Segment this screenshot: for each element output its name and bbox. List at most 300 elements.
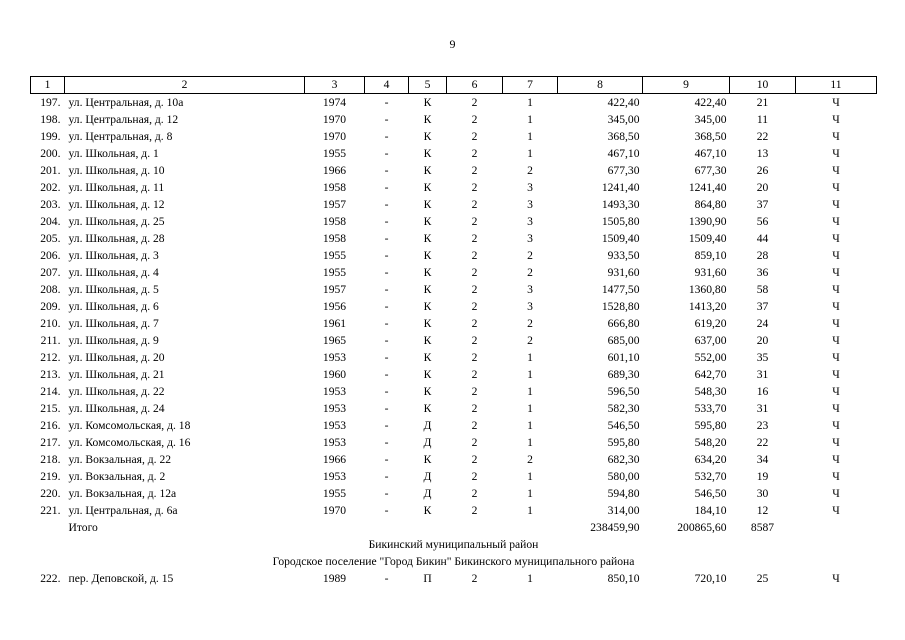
total-area-cell: 595,80	[607, 436, 640, 449]
col4-cell: -	[384, 130, 389, 143]
floors-cell: 2	[471, 113, 478, 126]
row-number-cell: 215.	[40, 402, 61, 415]
header-cell: 3	[305, 77, 365, 94]
table-row	[31, 264, 877, 281]
status-cell: Ч	[832, 504, 840, 517]
entrances-cell: 1	[527, 487, 533, 500]
year-cell: 1989	[322, 572, 347, 585]
year-cell: 1970	[322, 504, 347, 517]
status-cell: Ч	[832, 368, 840, 381]
entrances-cell: 1	[527, 402, 533, 415]
total-area-cell: 345,00	[607, 113, 640, 126]
entrances-cell: 1	[527, 504, 533, 517]
total-area-cell: 666,80	[607, 317, 640, 330]
residents-sum: 8587	[750, 521, 775, 534]
status-cell: Ч	[832, 232, 840, 245]
status-cell: Ч	[832, 300, 840, 313]
row-number-cell: 221.	[40, 504, 61, 517]
row-number-cell: 205.	[40, 232, 61, 245]
address-cell: ул. Центральная, д. 10а	[68, 96, 184, 109]
row-number-cell: 199.	[40, 130, 61, 143]
table-row	[31, 179, 877, 196]
year-cell: 1953	[322, 470, 347, 483]
floors-cell: 2	[471, 453, 478, 466]
table-row	[31, 162, 877, 179]
empty-cell	[409, 519, 447, 536]
wall-material-cell: К	[423, 249, 432, 262]
col4-cell: -	[384, 487, 389, 500]
wall-material-cell: К	[423, 130, 432, 143]
wall-material-cell: К	[423, 147, 432, 160]
header-cell: 4	[365, 77, 409, 94]
wall-material-cell: К	[423, 368, 432, 381]
residents-cell: 16	[756, 385, 769, 398]
entrances-cell: 1	[527, 368, 533, 381]
wall-material-cell: К	[423, 300, 432, 313]
year-cell: 1953	[322, 385, 347, 398]
row-number-cell: 207.	[40, 266, 61, 279]
total-area-cell: 1477,50	[601, 283, 640, 296]
year-cell: 1955	[322, 249, 347, 262]
entrances-cell: 3	[527, 283, 533, 296]
floors-cell: 2	[471, 402, 478, 415]
living-area-sum: 200865,60	[677, 521, 727, 534]
status-cell: Ч	[832, 436, 840, 449]
living-area-cell: 546,50	[694, 487, 727, 500]
table-row	[31, 400, 877, 417]
residents-cell: 19	[756, 470, 769, 483]
status-cell: Ч	[832, 470, 840, 483]
entrances-cell: 2	[527, 249, 533, 262]
residents-cell: 11	[756, 113, 769, 126]
address-cell: ул. Центральная, д. 12	[68, 113, 179, 126]
wall-material-cell: К	[423, 266, 432, 279]
address-cell: ул. Школьная, д. 25	[68, 215, 165, 228]
wall-material-cell: К	[423, 232, 432, 245]
living-area-cell: 619,20	[694, 317, 727, 330]
residents-cell: 58	[756, 283, 769, 296]
status-cell: Ч	[832, 147, 840, 160]
address-cell: ул. Школьная, д. 11	[68, 181, 165, 194]
row-number-cell: 213.	[40, 368, 61, 381]
header-cell: 5	[409, 77, 447, 94]
table-row	[31, 196, 877, 213]
status-cell: Ч	[832, 266, 840, 279]
entrances-cell: 3	[527, 300, 533, 313]
total-area-cell: 1241,40	[601, 181, 640, 194]
entrances-cell: 1	[527, 147, 533, 160]
living-area-cell: 637,00	[694, 334, 727, 347]
entrances-cell: 2	[527, 453, 533, 466]
address-cell: ул. Школьная, д. 10	[68, 164, 165, 177]
residents-cell: 36	[756, 266, 769, 279]
wall-material-cell: К	[423, 334, 432, 347]
year-cell: 1961	[322, 317, 347, 330]
wall-material-cell: К	[423, 317, 432, 330]
empty-cell	[447, 519, 503, 536]
address-cell: ул. Школьная, д. 6	[68, 300, 159, 313]
residents-cell: 20	[756, 181, 769, 194]
wall-material-cell: К	[423, 198, 432, 211]
living-area-cell: 595,80	[694, 419, 727, 432]
residents-cell: 26	[756, 164, 769, 177]
living-area-cell: 720,10	[694, 572, 727, 585]
page-number: 9	[449, 37, 456, 51]
table-row	[31, 94, 877, 112]
header-cell: 10	[730, 77, 796, 94]
living-area-cell: 1360,80	[688, 283, 727, 296]
year-cell: 1953	[322, 419, 347, 432]
row-number-cell: 203.	[40, 198, 61, 211]
col4-cell: -	[384, 96, 389, 109]
col4-cell: -	[384, 147, 389, 160]
living-area-cell: 368,50	[694, 130, 727, 143]
settlement-caption-row	[31, 553, 877, 570]
row-number-cell: 210.	[40, 317, 61, 330]
floors-cell: 2	[471, 232, 478, 245]
living-area-cell: 467,10	[694, 147, 727, 160]
table-row	[31, 502, 877, 519]
year-cell: 1953	[322, 436, 347, 449]
total-area-cell: 933,50	[607, 249, 640, 262]
address-cell: ул. Школьная, д. 21	[68, 368, 165, 381]
total-area-cell: 1528,80	[601, 300, 640, 313]
floors-cell: 2	[471, 96, 478, 109]
empty-cell	[305, 519, 365, 536]
living-area-cell: 864,80	[694, 198, 727, 211]
total-area-cell: 582,30	[607, 402, 640, 415]
total-area-cell: 931,60	[607, 266, 640, 279]
year-cell: 1970	[322, 130, 347, 143]
residents-cell: 20	[756, 334, 769, 347]
row-number-cell: 222.	[40, 572, 61, 585]
empty-cell	[503, 519, 558, 536]
wall-material-cell: К	[423, 96, 432, 109]
residents-cell: 44	[756, 232, 769, 245]
entrances-cell: 3	[527, 181, 533, 194]
row-number-cell: 214.	[40, 385, 61, 398]
address-cell: ул. Комсомольская, д. 18	[68, 419, 191, 432]
year-cell: 1960	[322, 368, 347, 381]
col4-cell: -	[384, 164, 389, 177]
address-cell: ул. Школьная, д. 3	[68, 249, 159, 262]
living-area-cell: 345,00	[694, 113, 727, 126]
year-cell: 1958	[322, 181, 347, 194]
table-row	[31, 247, 877, 264]
status-cell: Ч	[832, 215, 840, 228]
living-area-cell: 552,00	[694, 351, 727, 364]
total-area-cell: 689,30	[607, 368, 640, 381]
row-number-cell: 217.	[40, 436, 61, 449]
table-header-row	[31, 77, 877, 94]
status-cell: Ч	[832, 181, 840, 194]
address-cell: ул. Комсомольская, д. 16	[68, 436, 191, 449]
address-cell: пер. Деповской, д. 15	[68, 572, 174, 585]
floors-cell: 2	[471, 147, 478, 160]
entrances-cell: 1	[527, 351, 533, 364]
entrances-cell: 1	[527, 130, 533, 143]
address-cell: ул. Вокзальная, д. 2	[68, 470, 166, 483]
year-cell: 1966	[322, 453, 347, 466]
col4-cell: -	[384, 368, 389, 381]
living-area-cell: 548,30	[694, 385, 727, 398]
residents-cell: 30	[756, 487, 769, 500]
header-cell: 7	[503, 77, 558, 94]
living-area-cell: 931,60	[694, 266, 727, 279]
table-row	[31, 383, 877, 400]
district-caption-row	[31, 536, 877, 553]
entrances-cell: 1	[527, 572, 533, 585]
entrances-cell: 2	[527, 334, 533, 347]
wall-material-cell: К	[423, 164, 432, 177]
wall-material-cell: К	[423, 113, 432, 126]
address-cell: ул. Школьная, д. 20	[68, 351, 165, 364]
table-row	[31, 468, 877, 485]
floors-cell: 2	[471, 572, 478, 585]
header-cell: 11	[796, 77, 877, 94]
table-row	[31, 145, 877, 162]
living-area-cell: 1413,20	[688, 300, 727, 313]
year-cell: 1965	[322, 334, 347, 347]
address-cell: ул. Центральная, д. 6а	[68, 504, 178, 517]
total-area-sum: 238459,90	[590, 521, 640, 534]
total-row	[31, 519, 877, 536]
col4-cell: -	[384, 419, 389, 432]
row-number-cell: 218.	[40, 453, 61, 466]
entrances-cell: 2	[527, 164, 533, 177]
total-area-cell: 601,10	[607, 351, 640, 364]
col4-cell: -	[384, 572, 389, 585]
living-area-cell: 1390,90	[688, 215, 727, 228]
row-number-cell: 206.	[40, 249, 61, 262]
wall-material-cell: К	[423, 453, 432, 466]
year-cell: 1955	[322, 147, 347, 160]
total-area-cell: 580,00	[607, 470, 640, 483]
table-row	[31, 298, 877, 315]
year-cell: 1966	[322, 164, 347, 177]
total-area-cell: 314,00	[607, 504, 640, 517]
total-area-cell: 596,50	[607, 385, 640, 398]
total-area-cell: 467,10	[607, 147, 640, 160]
residents-cell: 25	[756, 572, 769, 585]
address-cell: ул. Школьная, д. 1	[68, 147, 159, 160]
table-row	[31, 349, 877, 366]
col4-cell: -	[384, 453, 389, 466]
floors-cell: 2	[471, 266, 478, 279]
row-number-cell: 200.	[40, 147, 61, 160]
status-cell: Ч	[832, 317, 840, 330]
living-area-cell: 548,20	[694, 436, 727, 449]
year-cell: 1956	[322, 300, 347, 313]
status-cell: Ч	[832, 164, 840, 177]
floors-cell: 2	[471, 215, 478, 228]
table-row	[31, 111, 877, 128]
residents-cell: 34	[756, 453, 769, 466]
row-number-cell: 208.	[40, 283, 61, 296]
residents-cell: 13	[756, 147, 769, 160]
table-row	[31, 417, 877, 434]
status-cell: Ч	[832, 487, 840, 500]
table-row	[31, 128, 877, 145]
col4-cell: -	[384, 249, 389, 262]
header-cell: 6	[447, 77, 503, 94]
col4-cell: -	[384, 266, 389, 279]
floors-cell: 2	[471, 300, 478, 313]
total-area-cell: 850,10	[607, 572, 640, 585]
total-area-cell: 546,50	[607, 419, 640, 432]
row-number-cell: 212.	[40, 351, 61, 364]
col4-cell: -	[384, 300, 389, 313]
residents-cell: 23	[756, 419, 769, 432]
col4-cell: -	[384, 402, 389, 415]
address-cell: ул. Школьная, д. 12	[68, 198, 165, 211]
residents-cell: 28	[756, 249, 769, 262]
floors-cell: 2	[471, 317, 478, 330]
header-cell: 8	[558, 77, 643, 94]
entrances-cell: 1	[527, 96, 533, 109]
living-area-cell: 532,70	[694, 470, 727, 483]
year-cell: 1970	[322, 113, 347, 126]
floors-cell: 2	[471, 181, 478, 194]
living-area-cell: 1241,40	[688, 181, 727, 194]
empty-cell	[796, 519, 877, 536]
total-area-cell: 682,30	[607, 453, 640, 466]
address-cell: ул. Школьная, д. 9	[68, 334, 159, 347]
status-cell: Ч	[832, 402, 840, 415]
col4-cell: -	[384, 334, 389, 347]
address-cell: ул. Школьная, д. 7	[68, 317, 159, 330]
status-cell: Ч	[832, 130, 840, 143]
year-cell: 1955	[322, 266, 347, 279]
address-cell: ул. Школьная, д. 5	[68, 283, 159, 296]
year-cell: 1958	[322, 215, 347, 228]
total-area-cell: 1505,80	[601, 215, 640, 228]
entrances-cell: 1	[527, 436, 533, 449]
floors-cell: 2	[471, 283, 478, 296]
living-area-cell: 859,10	[694, 249, 727, 262]
address-cell: ул. Школьная, д. 24	[68, 402, 165, 415]
address-cell: ул. Вокзальная, д. 12а	[68, 487, 177, 500]
table-row	[31, 485, 877, 502]
row-number-cell: 202.	[40, 181, 61, 194]
floors-cell: 2	[471, 130, 478, 143]
wall-material-cell: К	[423, 402, 432, 415]
floors-cell: 2	[471, 504, 478, 517]
wall-material-cell: К	[423, 351, 432, 364]
col4-cell: -	[384, 232, 389, 245]
status-cell: Ч	[832, 419, 840, 432]
wall-material-cell: П	[423, 572, 432, 585]
total-area-cell: 1509,40	[601, 232, 640, 245]
status-cell: Ч	[832, 113, 840, 126]
entrances-cell: 3	[527, 232, 533, 245]
address-cell: ул. Школьная, д. 4	[68, 266, 159, 279]
living-area-cell: 677,30	[694, 164, 727, 177]
year-cell: 1957	[322, 283, 347, 296]
total-area-cell: 1493,30	[601, 198, 640, 211]
col4-cell: -	[384, 181, 389, 194]
row-number-cell: 211.	[40, 334, 61, 347]
residents-cell: 12	[756, 504, 769, 517]
header-cell: 1	[31, 77, 65, 94]
floors-cell: 2	[471, 249, 478, 262]
table-row	[31, 315, 877, 332]
address-cell: ул. Центральная, д. 8	[68, 130, 173, 143]
living-area-cell: 642,70	[694, 368, 727, 381]
floors-cell: 2	[471, 487, 478, 500]
residents-cell: 31	[756, 368, 769, 381]
row-number-cell: 216.	[40, 419, 61, 432]
residents-cell: 24	[756, 317, 769, 330]
entrances-cell: 3	[527, 215, 533, 228]
col4-cell: -	[384, 198, 389, 211]
total-label: Итого	[68, 521, 98, 534]
entrances-cell: 1	[527, 419, 533, 432]
year-cell: 1955	[322, 487, 347, 500]
entrances-cell: 1	[527, 385, 533, 398]
total-area-cell: 677,30	[607, 164, 640, 177]
floors-cell: 2	[471, 351, 478, 364]
table-row	[31, 281, 877, 298]
residents-cell: 35	[756, 351, 769, 364]
empty-cell	[31, 519, 65, 536]
address-cell: ул. Школьная, д. 28	[68, 232, 165, 245]
year-cell: 1957	[322, 198, 347, 211]
status-cell: Ч	[832, 198, 840, 211]
settlement-caption: Городское поселение "Город Бикин" Бикинского муниципального района	[272, 555, 635, 568]
table-row	[31, 366, 877, 383]
floors-cell: 2	[471, 368, 478, 381]
table-row	[31, 434, 877, 451]
wall-material-cell: Д	[423, 470, 432, 483]
year-cell: 1953	[322, 351, 347, 364]
entrances-cell: 3	[527, 198, 533, 211]
col4-cell: -	[384, 470, 389, 483]
residents-cell: 22	[756, 436, 769, 449]
status-cell: Ч	[832, 334, 840, 347]
wall-material-cell: К	[423, 385, 432, 398]
row-number-cell: 197.	[40, 96, 61, 109]
row-number-cell: 204.	[40, 215, 61, 228]
housing-table	[30, 76, 877, 587]
entrances-cell: 2	[527, 266, 533, 279]
wall-material-cell: К	[423, 504, 432, 517]
total-area-cell: 422,40	[607, 96, 640, 109]
row-number-cell: 209.	[40, 300, 61, 313]
address-cell: ул. Вокзальная, д. 22	[68, 453, 172, 466]
status-cell: Ч	[832, 96, 840, 109]
wall-material-cell: Д	[423, 487, 432, 500]
residents-cell: 31	[756, 402, 769, 415]
header-cell: 9	[643, 77, 730, 94]
entrances-cell: 2	[527, 317, 533, 330]
table-row	[31, 213, 877, 230]
col4-cell: -	[384, 113, 389, 126]
row-number-cell: 220.	[40, 487, 61, 500]
entrances-cell: 1	[527, 470, 533, 483]
col4-cell: -	[384, 317, 389, 330]
status-cell: Ч	[832, 572, 840, 585]
total-area-cell: 594,80	[607, 487, 640, 500]
floors-cell: 2	[471, 436, 478, 449]
row-number-cell: 201.	[40, 164, 61, 177]
status-cell: Ч	[832, 453, 840, 466]
status-cell: Ч	[832, 249, 840, 262]
header-cell: 2	[65, 77, 305, 94]
living-area-cell: 634,20	[694, 453, 727, 466]
living-area-cell: 184,10	[694, 504, 727, 517]
floors-cell: 2	[471, 198, 478, 211]
